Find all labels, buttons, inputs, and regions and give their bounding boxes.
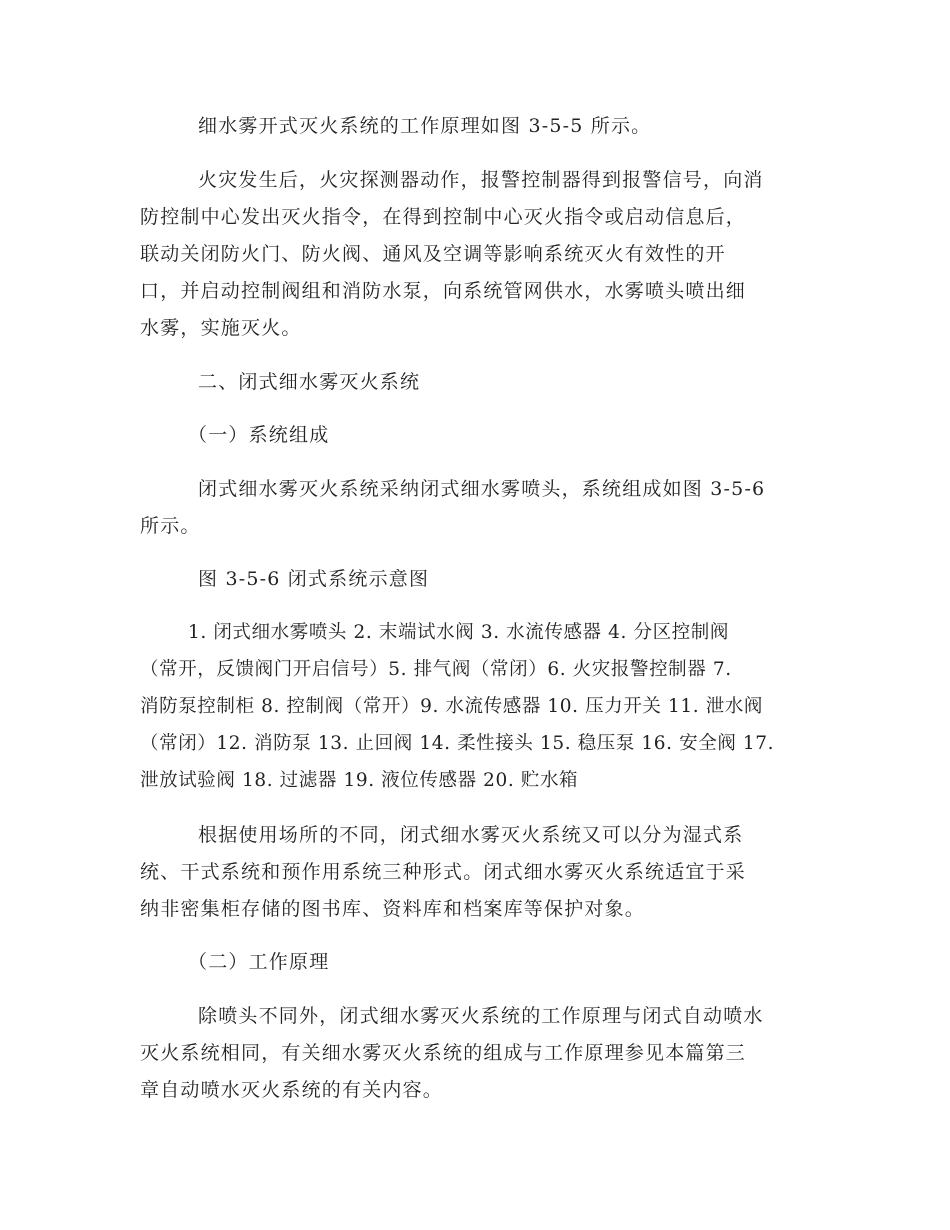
legend-line: 消防泵控制柜 8. 控制阀（常开）9. 水流传感器 10. 压力开关 11. 泄水阀 [140,696,764,717]
paragraph-line: 防控制中心发出灭火指令，在得到控制中心灭火指令或启动信息后， [140,206,747,228]
paragraph-line: 纳非密集柜存储的图书库、资料库和档案库等保护对象。 [140,898,646,920]
legend-line: （常闭）12. 消防泵 13. 止回阀 14. 柔性接头 15. 稳压泵 16. 安全阀 17. [140,733,775,754]
paragraph-line: 口，并启动控制阀组和消防水泵，向系统管网供水，水雾喷头喷出细 [140,280,747,302]
legend-line: （常开，反馈阀门开启信号）5. 排气阀（常闭）6. 火灾报警控制器 7. [140,659,732,680]
paragraph-line: 灭火系统相同，有关细水雾灭火系统的组成与工作原理参见本篇第三 [140,1042,747,1064]
paragraph-line: 火灾发生后，火灾探测器动作，报警控制器得到报警信号，向消 [198,169,764,191]
paragraph-intro: 细水雾开式灭火系统的工作原理如图 3-5-5 所示。 [198,115,652,137]
paragraph-line: 闭式细水雾灭火系统采纳闭式细水雾喷头，系统组成如图 3-5-6 [198,478,766,500]
paragraph-line: 除喷头不同外，闭式细水雾灭火系统的工作原理与闭式自动喷水 [198,1005,764,1027]
paragraph-line: 统、干式系统和预作用系统三种形式。闭式细水雾灭火系统适宜于采 [140,861,747,883]
paragraph-line: 根据使用场所的不同，闭式细水雾灭火系统又可以分为湿式系 [198,824,744,846]
paragraph-line: 联动关闭防火门、防火阀、通风及空调等影响系统灭火有效性的开 [140,243,726,265]
legend-line: 泄放试验阀 18. 过滤器 19. 液位传感器 20. 贮水箱 [140,770,579,791]
paragraph-line: 章自动喷水灭火系统的有关内容。 [140,1079,444,1101]
section-heading: 二、闭式细水雾灭火系统 [198,371,421,393]
paragraph-line: 所示。 [140,515,201,537]
subsection-heading: （一）系统组成 [188,424,330,446]
paragraph-line: 水雾，实施灭火。 [140,317,302,339]
legend-line: 1. 闭式细水雾喷头 2. 末端试水阀 3. 水流传感器 4. 分区控制阀 [188,622,729,643]
subsection-heading: （二）工作原理 [188,951,330,973]
figure-caption: 图 3-5-6 闭式系统示意图 [198,568,430,590]
